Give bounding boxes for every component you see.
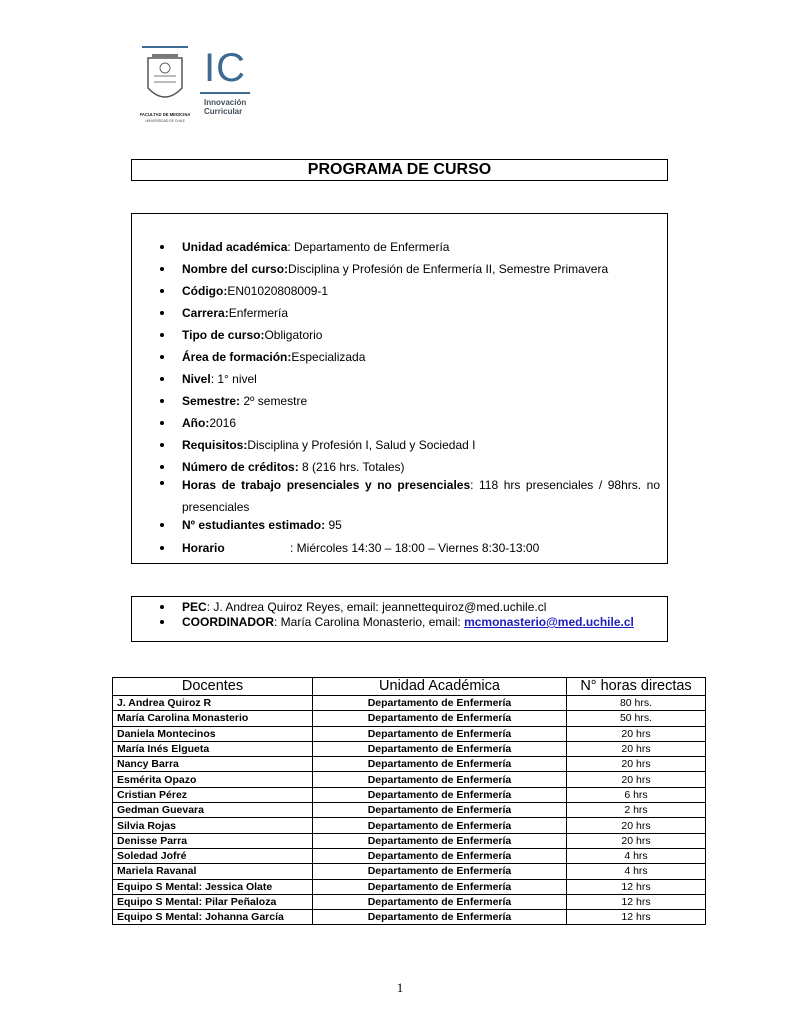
cell-hours: 12 hrs xyxy=(567,894,706,909)
cell-unit: Departamento de Enfermería xyxy=(313,741,567,756)
table-row xyxy=(113,772,706,787)
cell-name: Cristian Pérez xyxy=(113,787,313,802)
innovacion-curricular-logo xyxy=(204,46,264,126)
table-row xyxy=(113,787,706,802)
cell-hours: 12 hrs xyxy=(567,879,706,894)
cell-unit: Departamento de Enfermería xyxy=(313,910,567,925)
ic-caption-line2: Curricular xyxy=(204,107,243,116)
cell-hours: 6 hrs xyxy=(567,787,706,802)
cell-name: María Inés Elgueta xyxy=(113,741,313,756)
cell-hours: 80 hrs. xyxy=(567,696,706,711)
cell-hours: 20 hrs xyxy=(567,833,706,848)
cell-hours: 20 hrs xyxy=(567,741,706,756)
cell-unit: Departamento de Enfermería xyxy=(313,894,567,909)
cell-name: Equipo S Mental: Jessica Olate xyxy=(113,879,313,894)
cell-unit: Departamento de Enfermería xyxy=(313,711,567,726)
seal-caption: FACULTAD DE MEDICINA xyxy=(140,112,190,117)
cell-name: Esmérita Opazo xyxy=(113,772,313,787)
cell-unit: Departamento de Enfermería xyxy=(313,757,567,772)
ic-caption-line1: Innovación xyxy=(204,98,247,107)
cell-name: Equipo S Mental: Johanna García xyxy=(113,910,313,925)
cell-name: Mariela Ravanal xyxy=(113,864,313,879)
cell-unit: Departamento de Enfermería xyxy=(313,864,567,879)
cell-hours: 2 hrs xyxy=(567,803,706,818)
cell-unit: Departamento de Enfermería xyxy=(313,879,567,894)
cell-hours: 20 hrs xyxy=(567,726,706,741)
cell-unit: Departamento de Enfermería xyxy=(313,833,567,848)
cell-unit: Departamento de Enfermería xyxy=(313,787,567,802)
cell-unit: Departamento de Enfermería xyxy=(313,772,567,787)
cell-unit: Departamento de Enfermería xyxy=(313,848,567,863)
faculty-seal-logo xyxy=(140,44,190,128)
cell-hours: 20 hrs xyxy=(567,772,706,787)
table-row xyxy=(113,696,706,711)
table-row xyxy=(113,757,706,772)
pec-value: : J. Andrea Quiroz Reyes, email: jeannettequiroz@med.uchile.cl xyxy=(206,600,547,614)
page-number: 1 xyxy=(396,980,404,995)
header-docentes: Docentes xyxy=(113,678,313,696)
cell-name: J. Andrea Quiroz R xyxy=(113,696,313,711)
cell-hours: 20 hrs xyxy=(567,757,706,772)
table-row xyxy=(113,848,706,863)
table-row xyxy=(113,864,706,879)
cell-name: Nancy Barra xyxy=(113,757,313,772)
table-row xyxy=(113,726,706,741)
teachers-table xyxy=(112,677,706,925)
table-row xyxy=(113,879,706,894)
course-info-box: Unidad académica: Departamento de Enfermería Nombre del curso:Disciplina y Profesión de Enfermería II, Semestre Primavera Código:EN01020808009-1 Carrera:Enfermería Tipo de curso:Obligatorio Área de formación:Especializada Nivel: 1° nivel Semestre: 2º semestre Año:2016 Requisitos:Disciplina y Profesión I, Salud y Sociedad I Número de créditos: 8 (216 hrs. Totales) Horas de trabajo presenciales y no presenciales: 118 hrs presenciales / 98hrs. no presenciales Nº estudiantes estimado: 95 Horario : Miércoles 14:30 – 18:00 – Viernes 8:30-13:00 xyxy=(131,213,668,564)
table-row xyxy=(113,894,706,909)
ic-caption xyxy=(204,98,274,116)
seal-subcaption: UNIVERSIDAD DE CHILE xyxy=(145,119,185,123)
coordinator-email-link[interactable]: mcmonasterio@med.uchile.cl xyxy=(464,615,634,629)
cell-hours: 4 hrs xyxy=(567,864,706,879)
table-row xyxy=(113,833,706,848)
header-logos xyxy=(140,44,270,134)
contacts-box xyxy=(131,596,668,642)
cell-unit: Departamento de Enfermería xyxy=(313,818,567,833)
cell-name: Equipo S Mental: Pilar Peñaloza xyxy=(113,894,313,909)
cell-hours: 12 hrs xyxy=(567,910,706,925)
table-row xyxy=(113,741,706,756)
pec-label: PEC xyxy=(182,600,207,614)
cell-unit: Departamento de Enfermería xyxy=(313,726,567,741)
table-row xyxy=(113,818,706,833)
cell-hours: 20 hrs xyxy=(567,818,706,833)
table-row xyxy=(113,910,706,925)
coordinator-label: COORDINADOR xyxy=(182,615,274,629)
cell-name: Soledad Jofré xyxy=(113,848,313,863)
table-header-row xyxy=(113,678,706,696)
cell-name: Gedman Guevara xyxy=(113,803,313,818)
cell-unit: Departamento de Enfermería xyxy=(313,696,567,711)
table-row xyxy=(113,803,706,818)
cell-name: Daniela Montecinos xyxy=(113,726,313,741)
cell-name: Denisse Parra xyxy=(113,833,313,848)
cell-unit: Departamento de Enfermería xyxy=(313,803,567,818)
cell-name: María Carolina Monasterio xyxy=(113,711,313,726)
cell-hours: 50 hrs. xyxy=(567,711,706,726)
header-unidad: Unidad Académica xyxy=(313,678,567,696)
coordinator-value: : María Carolina Monasterio, email: xyxy=(274,615,465,629)
cell-name: Silvia Rojas xyxy=(113,818,313,833)
ic-divider xyxy=(200,92,250,94)
table-row xyxy=(113,711,706,726)
page-title: PROGRAMA DE CURSO xyxy=(131,159,668,181)
ic-letters: IC xyxy=(204,46,246,90)
header-horas: N° horas directas xyxy=(567,678,706,696)
cell-hours: 4 hrs xyxy=(567,848,706,863)
